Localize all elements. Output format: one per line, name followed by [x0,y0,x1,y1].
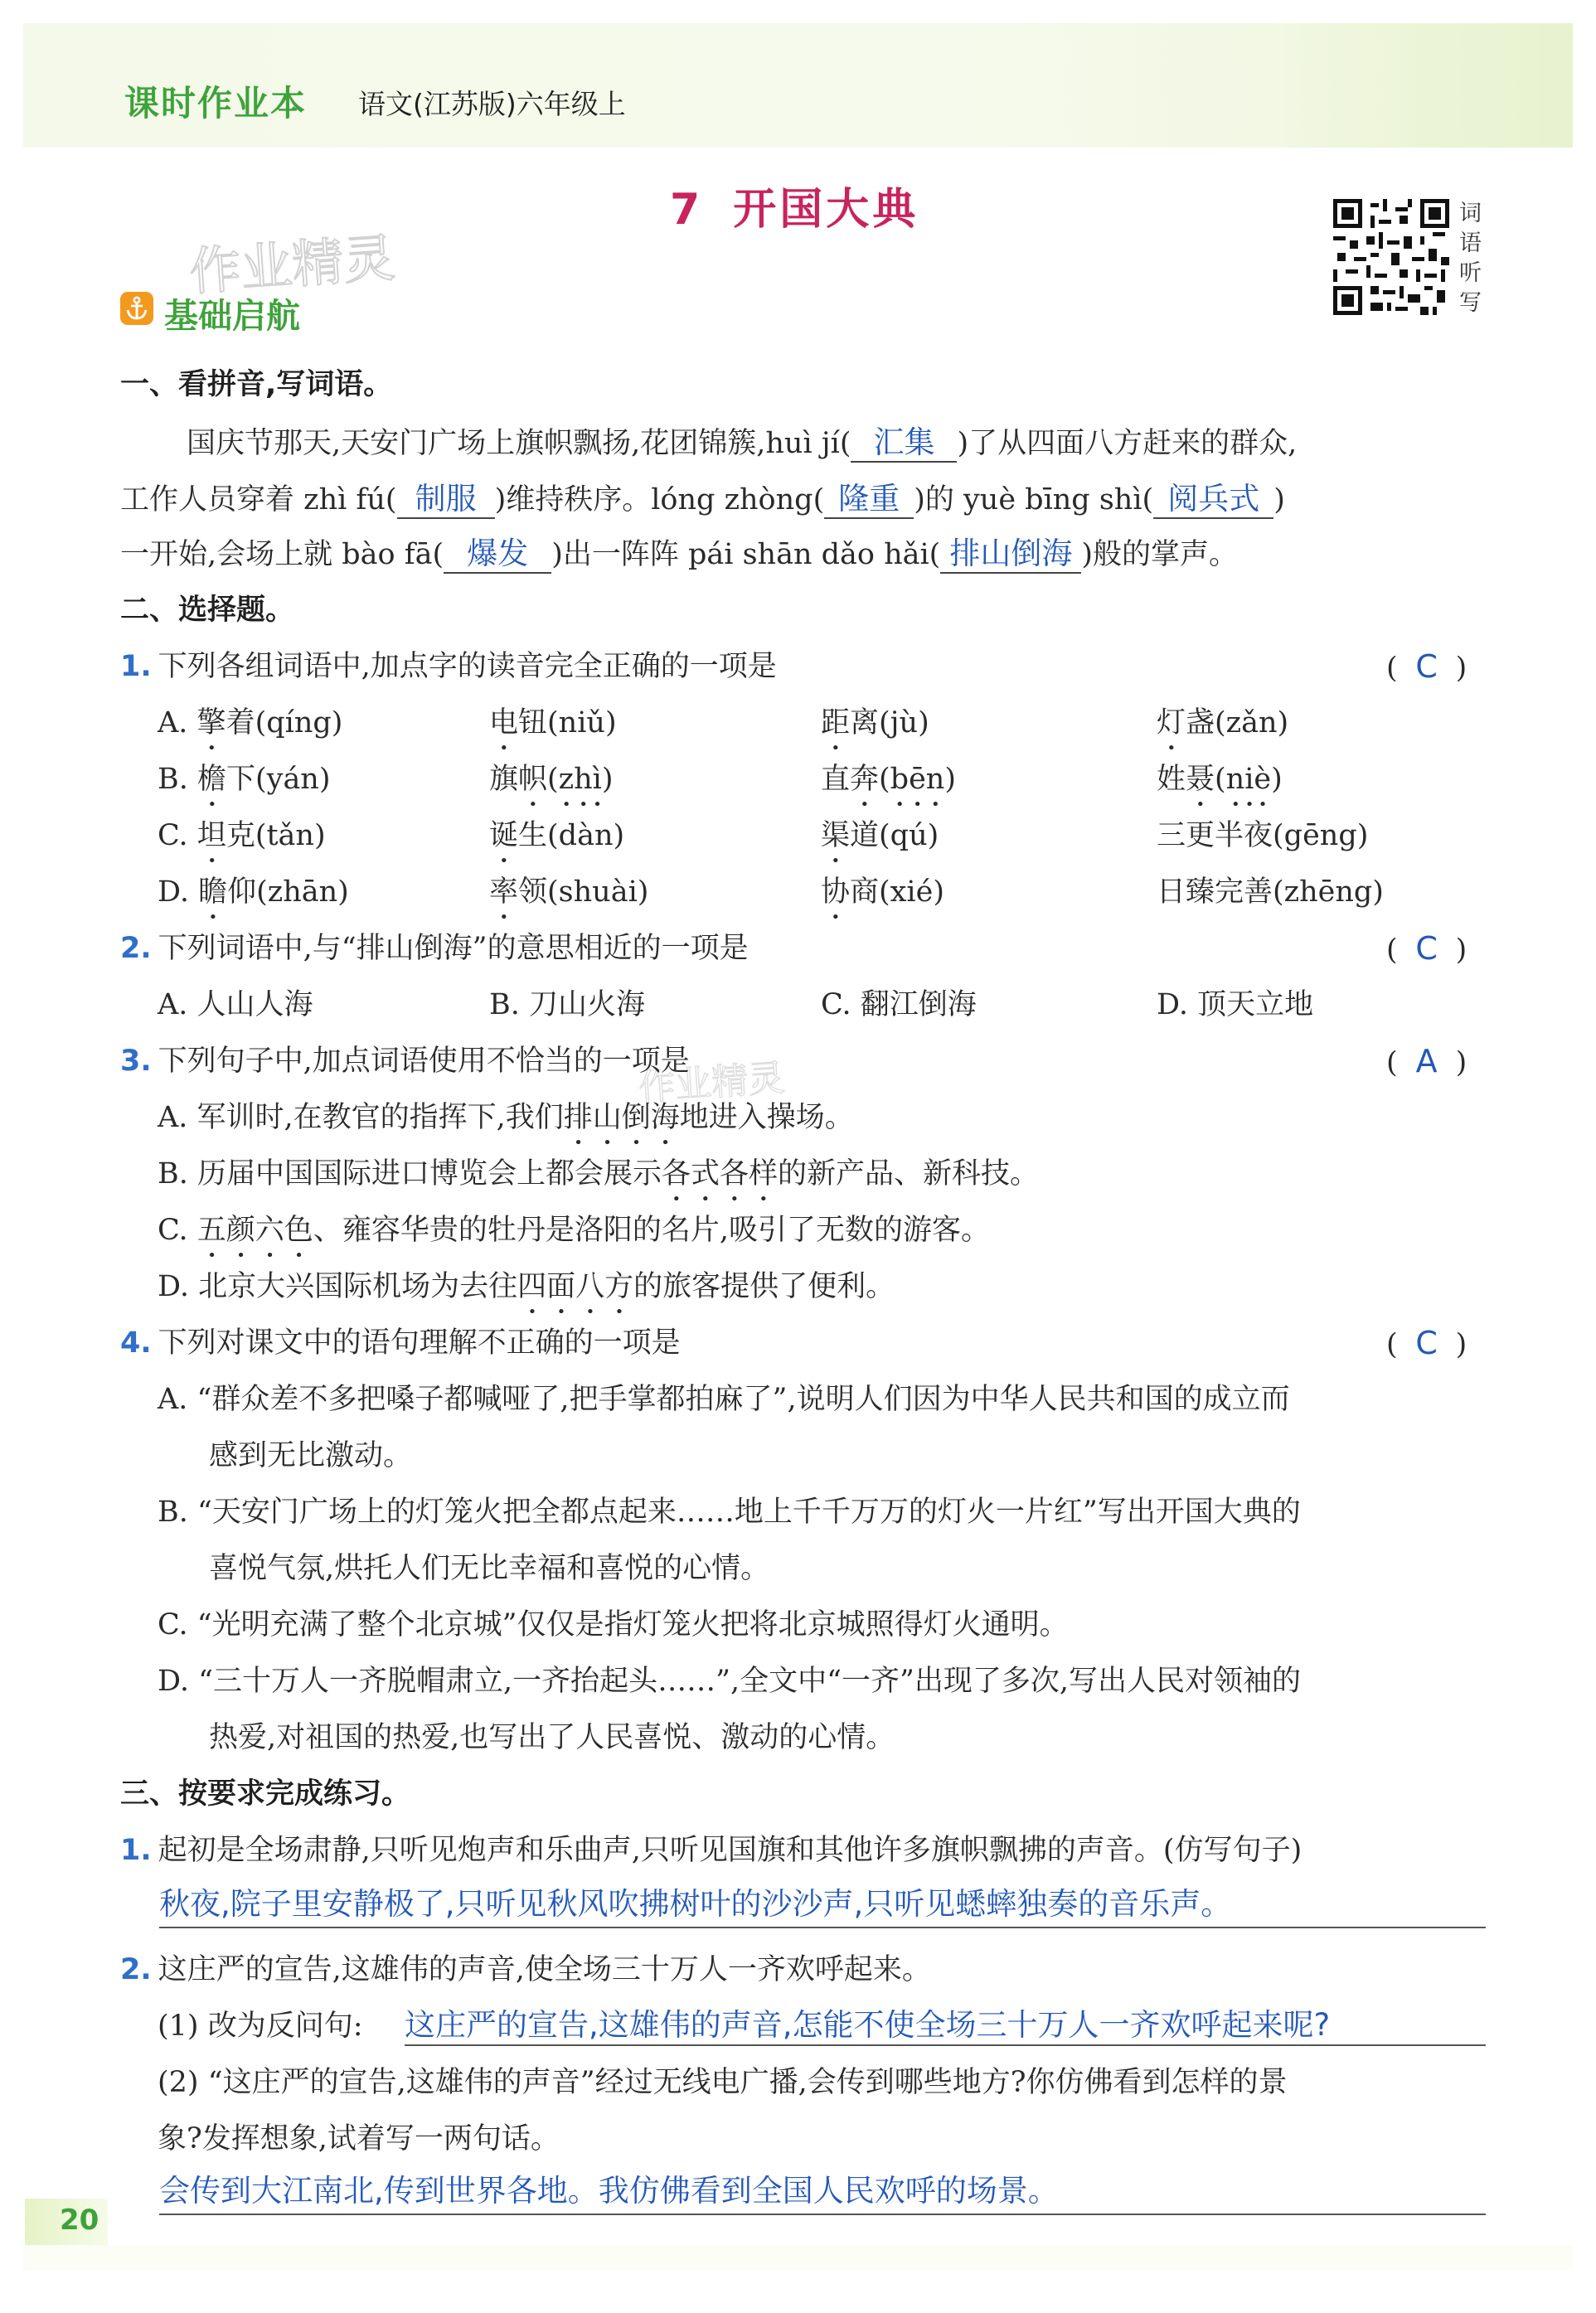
page-number: 20 [60,2204,99,2237]
lesson-number: 7 [670,185,704,235]
option-row: C. 坦克(tǎn) [158,819,326,852]
option-b: B. 历届中国国际进口博览会上都会展示各式各样的新产品、新科技。 [158,1157,1040,1190]
option-d-line-1: D. “三十万人一齐脱帽肃立,一齐抬起头……”,全文中“一齐”出现了多次,写出人民对领袖的 [158,1665,1302,1698]
section-title: 基础启航 [164,296,300,336]
option-cell: 直奔(bēn) [821,763,956,796]
question-1-stem: 1. 下列各组词语中,加点字的读音完全正确的一项是 [120,650,777,683]
option-row: D. 瞻仰(zhān) [158,875,349,909]
part1-heading: 一、看拼音,写词语。 [120,368,393,401]
watermark: 作业精灵 [187,227,397,303]
answer-line [405,2044,1486,2046]
answer-line [159,1927,1486,1928]
exercise-1-stem: 1. 起初是全场肃静,只听见炮声和乐曲声,只听见国旗和其他许多旗帜飘拂的声音。(仿写句子) [120,1834,1303,1867]
option-d: D. 顶天立地 [1157,988,1314,1021]
option-row: A. 擎着(qíng) [158,706,343,739]
exercise-2-stem: 2. 这庄严的宣告,这雄伟的声音,使全场三十万人一齐欢呼起来。 [120,1953,931,1986]
question-3-stem: 3. 下列句子中,加点词语使用不恰当的一项是 [120,1045,690,1078]
option-cell: 距离(jù) [821,706,929,739]
option-cell: 灯盏(zǎn) [1157,706,1289,739]
exercise-1-answer[interactable]: 秋夜,院子里安静极了,只听见秋风吹拂树叶的沙沙声,只听见蟋蟀独奏的音乐声。 [159,1886,1232,1922]
answer-blank[interactable]: 阅兵式 [1153,481,1273,519]
part3-heading: 三、按要求完成练习。 [120,1777,411,1811]
part1-line-2: 工作人员穿着 zhì fú( 制服 )维持秩序。lóng zhòng( 隆重 )的 yuè bīng shì( 阅兵式 ) [120,481,1285,519]
qr-label: 词语听写 [1459,201,1482,316]
option-row: B. 檐下(yán) [158,763,331,796]
answer-bracket[interactable]: ( A ) [1386,1043,1467,1079]
option-c: C. 五颜六色、雍容华贵的牡丹是洛阳的名片,吸引了无数的游客。 [158,1214,990,1247]
option-cell: 电钮(niǔ) [489,706,617,739]
question-2-stem: 2. 下列词语中,与“排山倒海”的意思相近的一项是 [120,932,749,965]
part2-heading: 二、选择题。 [120,594,295,627]
brand-title: 课时作业本 [124,83,308,124]
answer-blank[interactable]: 制服 [397,481,495,519]
option-d-line-2: 热爱,对祖国的热爱,也写出了人民喜悦、激动的心情。 [209,1721,895,1754]
answer-line [159,2214,1486,2215]
subquestion-2-answer[interactable]: 会传到大江南北,传到世界各地。我仿佛看到全国人民欢呼的场景。 [159,2173,1059,2209]
lesson-name: 开国大典 [733,185,919,235]
option-b: B. 刀山火海 [489,988,645,1021]
footer-band [23,2245,1573,2270]
option-b-line-2: 喜悦气氛,烘托人们无比幸福和喜悦的心情。 [209,1552,770,1585]
option-cell: 姓聂(niè) [1157,763,1283,796]
option-cell: 协商(xié) [821,875,944,909]
option-c-line-1: C. “光明充满了整个北京城”仅仅是指灯笼火把将北京城照得灯火通明。 [158,1608,1069,1641]
subquestion-2-line-2: 象?发挥想象,试着写一两句话。 [158,2122,560,2155]
option-a-line-1: A. “群众差不多把嗓子都喊哑了,把手掌都拍麻了”,说明人们因为中华人民共和国的成立而 [158,1383,1290,1416]
option-cell: 旗帜(zhì) [489,763,614,796]
option-a: A. 人山人海 [158,988,313,1021]
part1-line-3: 一开始,会场上就 bào fā( 爆发 )出一阵阵 pái shān dǎo hǎi( 排山倒海 )般的掌声。 [120,536,1238,574]
anchor-icon [120,292,153,325]
option-d: D. 北京大兴国际机场为去往四面八方的旅客提供了便利。 [158,1270,895,1303]
option-cell: 诞生(dàn) [489,819,625,852]
subquestion-1-answer[interactable]: 这庄严的宣告,这雄伟的声音,怎能不使全场三十万人一齐欢呼起来呢? [405,2007,1331,2043]
option-c: C. 翻江倒海 [821,988,977,1021]
answer-blank[interactable]: 隆重 [824,481,914,519]
answer-blank[interactable]: 爆发 [444,536,551,574]
option-cell: 日臻完善(zhēng) [1157,875,1384,909]
option-cell: 渠道(qú) [821,819,939,852]
option-cell: 三更半夜(gēng) [1157,819,1369,852]
option-a-line-2: 感到无比激动。 [209,1439,413,1472]
option-cell: 率领(shuài) [489,875,649,909]
answer-bracket[interactable]: ( C ) [1386,930,1467,967]
qr-code-icon[interactable] [1333,199,1449,315]
option-a: A. 军训时,在教官的指挥下,我们排山倒海地进入操场。 [158,1101,854,1134]
lesson-title [670,174,919,236]
answer-bracket[interactable]: ( C ) [1386,648,1467,685]
part1-line-1: 国庆节那天,天安门广场上旗帜飘扬,花团锦簇,huì jí( 汇集 )了从四面八方赶来的群众, [187,424,1297,463]
watermark: 作业精灵 [637,1056,786,1110]
answer-bracket[interactable]: ( C ) [1386,1325,1467,1361]
subquestion-1-label: (1) 改为反问句: [158,2010,363,2043]
page-number-tab [25,2199,108,2245]
question-4-stem: 4. 下列对课文中的语句理解不正确的一项是 [120,1326,681,1360]
subquestion-2-line-1: (2) “这庄严的宣告,这雄伟的声音”经过无线电广播,会传到哪些地方?你仿佛看到怎样的景 [158,2066,1288,2099]
answer-blank[interactable]: 排山倒海 [940,536,1081,574]
option-b-line-1: B. “天安门广场上的灯笼火把全都点起来……地上千千万万的灯火一片红”写出开国大典的 [158,1496,1301,1529]
answer-blank[interactable]: 汇集 [851,424,957,463]
subject-label: 语文(江苏版)六年级上 [358,88,626,120]
